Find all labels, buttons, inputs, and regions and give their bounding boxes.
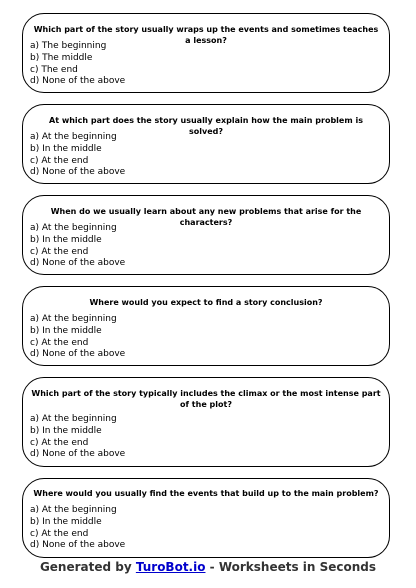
option-b: b) In the middle: [30, 325, 102, 336]
question-card: [22, 195, 390, 275]
question-text: Which part of the story typically includes the climax or the most intense part of the plot?: [31, 389, 381, 409]
turobot-link[interactable]: TuroBot.io: [135, 560, 206, 574]
option-b: b) In the middle: [30, 234, 102, 245]
options-list: [30, 223, 125, 270]
option-b: b) In the middle: [30, 143, 102, 154]
options-list: [30, 414, 125, 461]
option-d: d) None of the above: [30, 349, 126, 360]
question-text: Where would you usually find the events that build up to the main problem?: [33, 489, 379, 498]
option-a: a) At the beginning: [30, 223, 117, 233]
option-b: b) In the middle: [30, 425, 102, 436]
option-c: c) At the end: [30, 437, 89, 448]
options-list: [30, 41, 125, 88]
option-a: a) At the beginning: [30, 505, 117, 515]
footer: [0, 560, 416, 574]
option-c: c) At the end: [30, 155, 89, 166]
option-a: a) At the beginning: [30, 314, 117, 324]
option-c: c) The end: [30, 64, 78, 75]
question-card: [22, 377, 390, 467]
option-d: d) None of the above: [30, 76, 126, 87]
option-d: d) None of the above: [30, 258, 126, 269]
option-c: c) At the end: [30, 246, 89, 257]
footer-prefix: Generated by: [39, 560, 136, 574]
question-text: Which part of the story usually wraps up the events and sometimes teaches a lesson?: [33, 25, 379, 45]
option-d: d) None of the above: [30, 449, 126, 460]
option-c: c) At the end: [30, 528, 89, 539]
option-b: b) The middle: [30, 52, 93, 63]
option-a: a) At the beginning: [30, 132, 117, 142]
options-list: [30, 132, 125, 179]
question-text: Where would you expect to find a story conclusion?: [89, 298, 323, 307]
question-card: [22, 286, 390, 366]
question-text: At which part does the story usually explain how the main problem is solved?: [49, 116, 363, 136]
question-text: When do we usually learn about any new problems that arise for the characters?: [50, 207, 362, 227]
question-card: [22, 13, 390, 93]
footer-suffix: - Worksheets in Seconds: [205, 560, 377, 574]
option-a: a) At the beginning: [30, 414, 117, 424]
option-d: d) None of the above: [30, 167, 126, 178]
option-d: d) None of the above: [30, 540, 126, 551]
option-a: a) The beginning: [30, 41, 107, 51]
question-card: [22, 104, 390, 184]
options-list: [30, 505, 125, 552]
options-list: [30, 314, 125, 361]
option-b: b) In the middle: [30, 516, 102, 527]
question-card: [22, 478, 390, 558]
option-c: c) At the end: [30, 337, 89, 348]
